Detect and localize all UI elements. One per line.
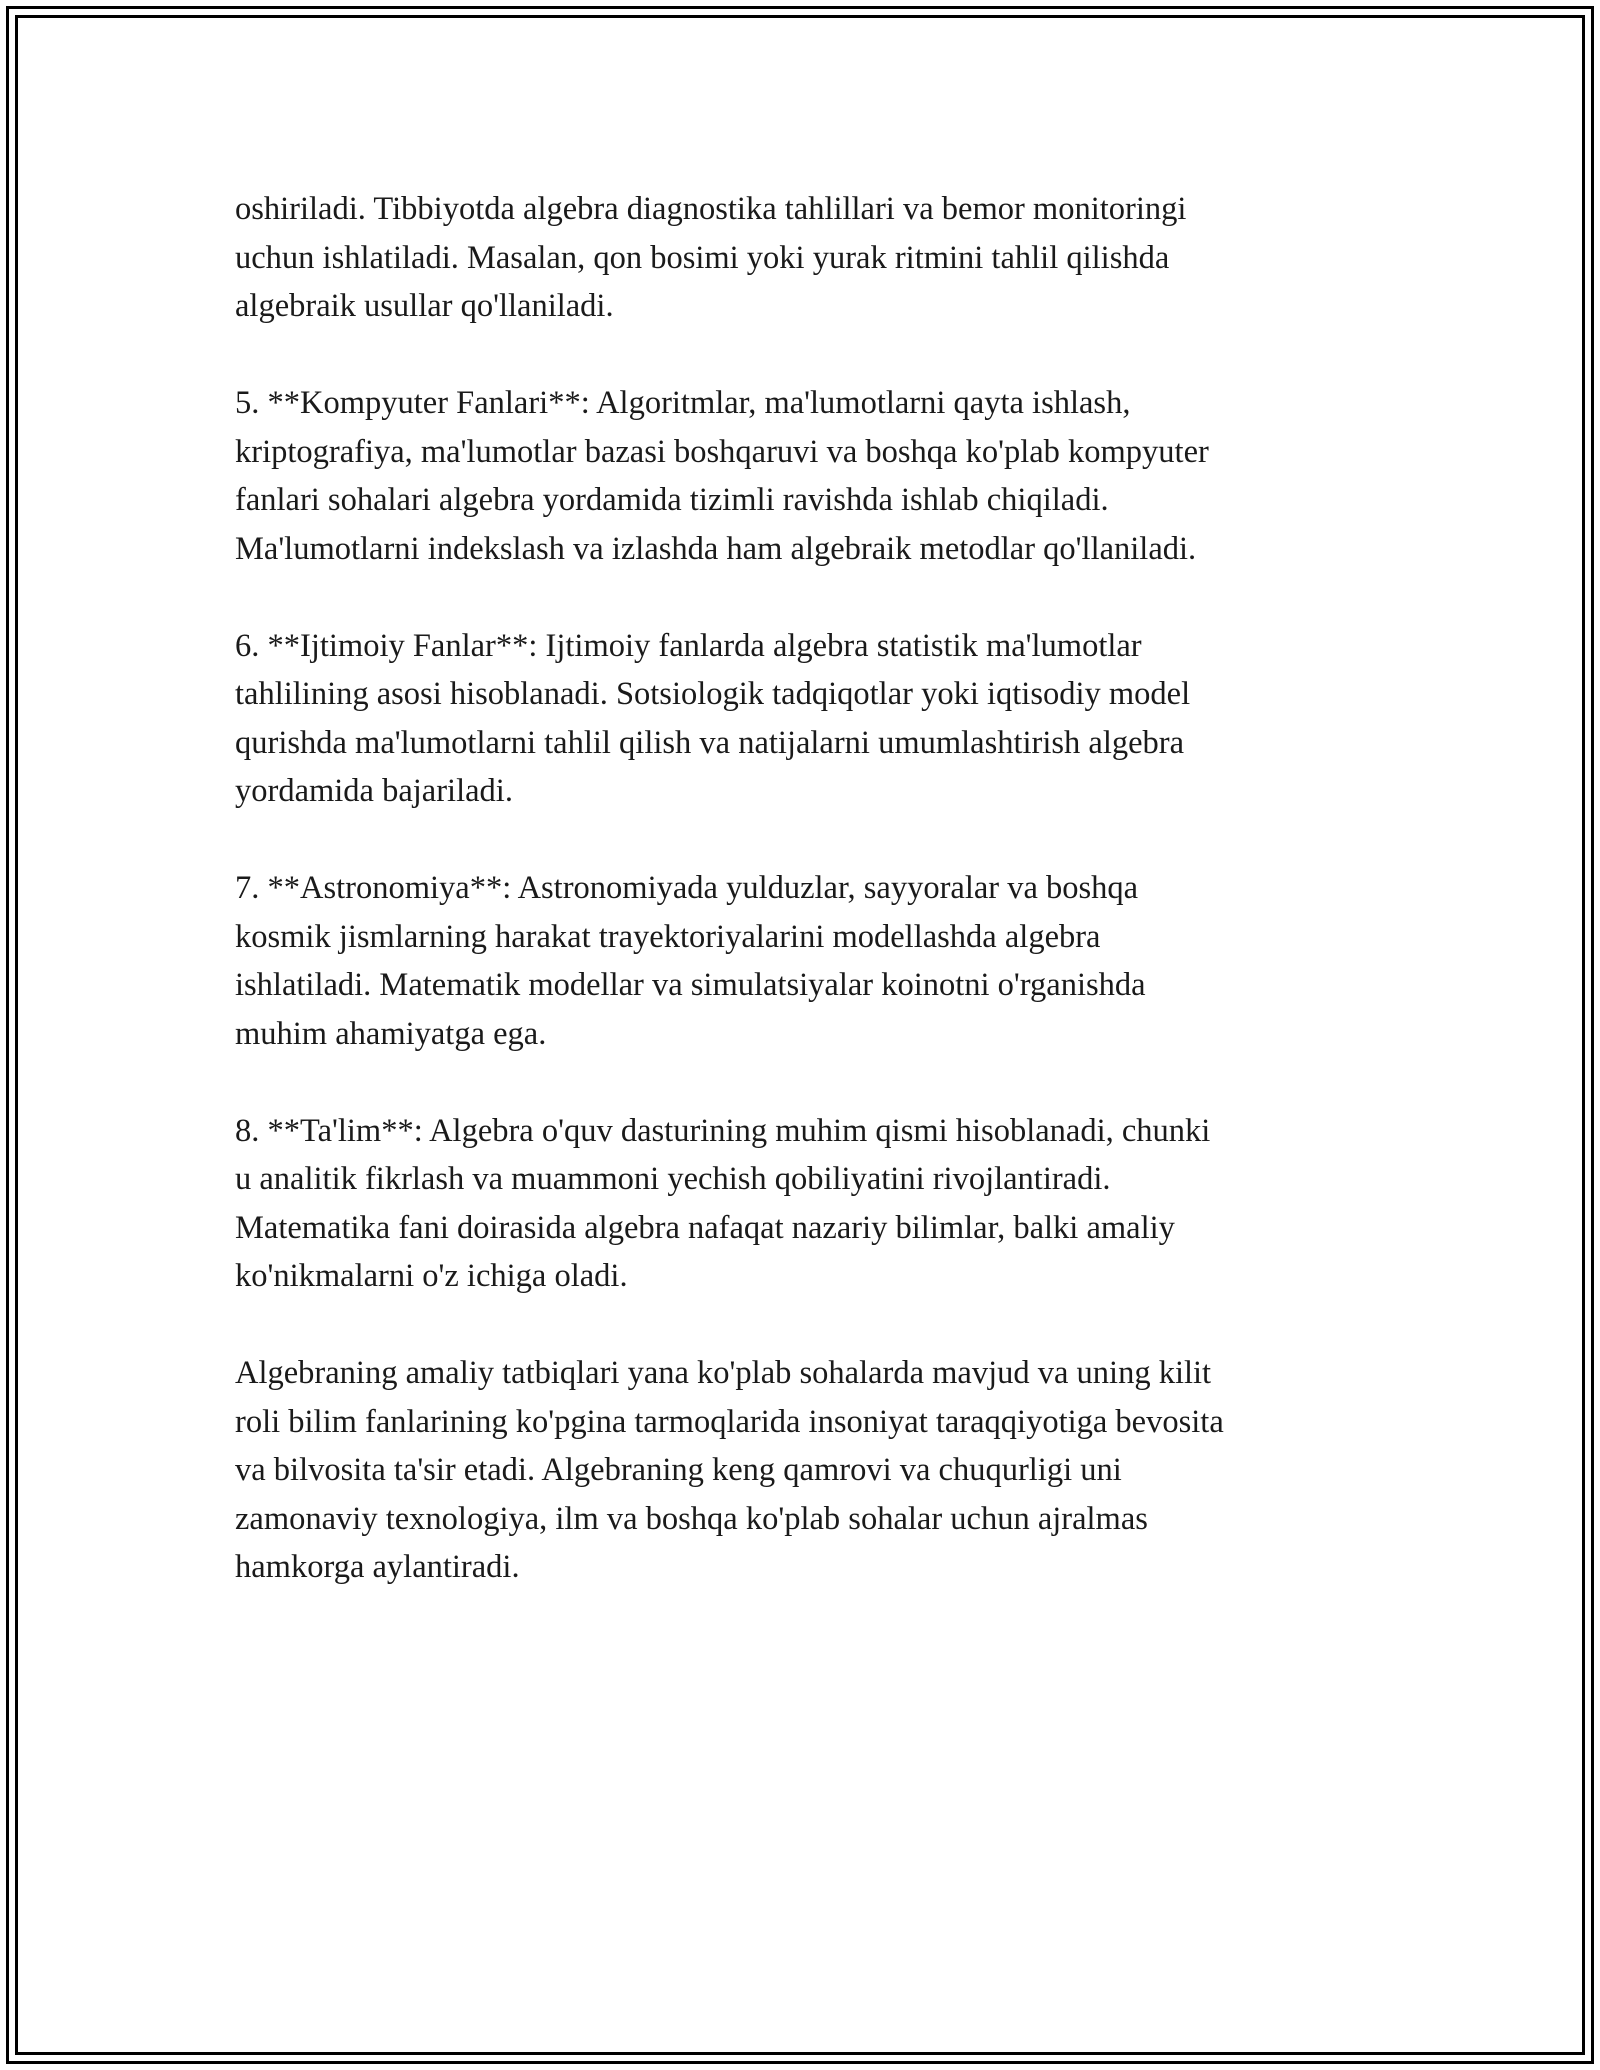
document-body <box>235 185 1375 1640</box>
paragraph-conclusion: Algebraning amaliy tatbiqlari yana ko'plab sohalarda mavjud va uning kilit roli bilim fanlarining ko'pgina tarmoqlarida insoniyat taraqqiyotiga bevosita va bilvosita ta'sir etadi. Algebraning keng qamrovi va chuqurligi uni zamonaviy texnologiya, ilm va boshqa ko'plab sohalar uchun ajralmas hamkorga aylantiradi. <box>235 1355 1224 1585</box>
paragraph-computer-science: 5. **Kompyuter Fanlari**: Algoritmlar, ma'lumotlarni qayta ishlash, kriptografiya, ma'lumotlar bazasi boshqaruvi va boshqa ko'plab kompyuter fanlari sohalari algebra yordamida tizimli ravishda ishlab chiqiladi. Ma'lumotlarni indekslash va izlashda ham algebraik metodlar qo'llaniladi. <box>235 385 1209 567</box>
paragraph-astronomy: 7. **Astronomiya**: Astronomiyada yulduzlar, sayyoralar va boshqa kosmik jismlarning harakat trayektoriyalarini modellashda algebra ishlatiladi. Matematik modellar va simulatsiyalar koinotni o'rganishda muhim ahamiyatga ega. <box>235 870 1146 1052</box>
paragraph-social-sciences: 6. **Ijtimoiy Fanlar**: Ijtimoiy fanlarda algebra statistik ma'lumotlar tahlilining asosi hisoblanadi. Sotsiologik tadqiqotlar yoki iqtisodiy model qurishda ma'lumotlarni tahlil qilish va natijalarni umumlashtirish algebra yordamida bajariladi. <box>235 627 1191 809</box>
paragraph-medicine-continuation: oshiriladi. Tibbiyotda algebra diagnostika tahlillari va bemor monitoringi uchun ishlatiladi. Masalan, qon bosimi yoki yurak ritmini tahlil qilishda algebraik usullar qo'llaniladi. <box>235 191 1187 324</box>
paragraph-education: 8. **Ta'lim**: Algebra o'quv dasturining muhim qismi hisoblanadi, chunki u analitik fikrlash va muammoni yechish qobiliyatini rivojlantiradi. Matematika fani doirasida algebra nafaqat nazariy bilimlar, balki amaliy ko'nikmalarni o'z ichiga oladi. <box>235 1112 1211 1294</box>
